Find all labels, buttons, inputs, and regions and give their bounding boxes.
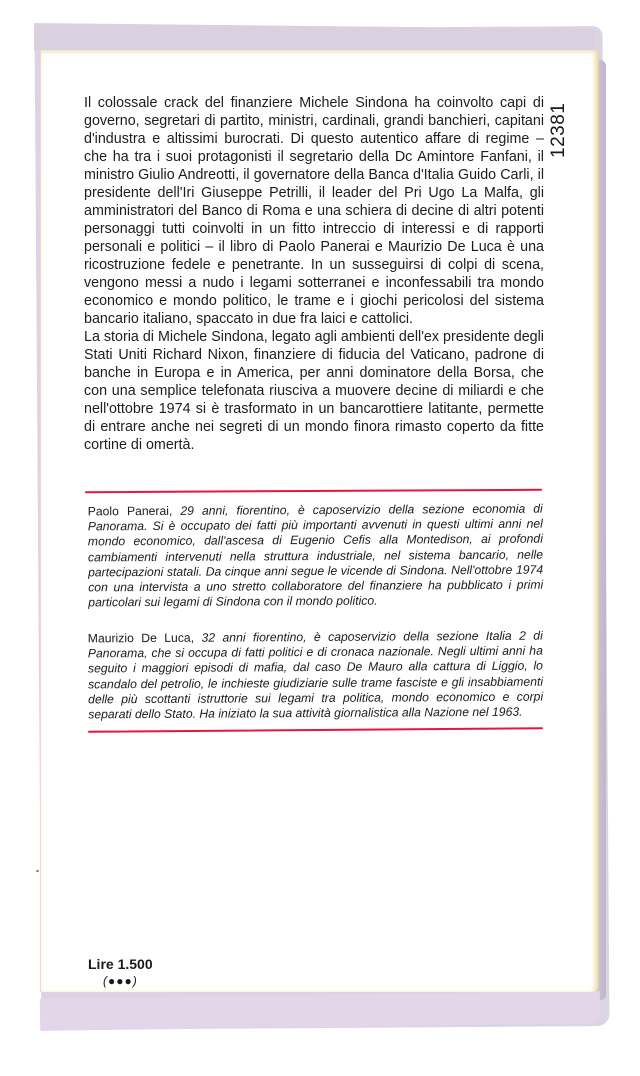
price-label: Lire 1.500 xyxy=(88,956,153,972)
blurb-text xyxy=(84,94,544,454)
author-name: Maurizio De Luca, xyxy=(87,630,195,646)
paper-speck xyxy=(36,870,39,872)
author-bio-panerai xyxy=(88,502,544,611)
blurb-paragraph: Il colossale crack del finanziere Michele Sindona ha coinvolto capi di governo, segretari di partito, ministri, cardinali, grandi banchieri, capitani d'industra e altissimi burocrati. Di questo autentico affare di regime – che ha tra i suoi protagonisti il segretario della Dc Amintore Fanfani, il ministro Giulio Andreotti, il governatore della Banca d'Italia Guido Carli, il presidente dell'Iri Giuseppe Petrilli, il leader del Pri Ugo La Malfa, gli amministratori del Banco di Roma e una schiera di decine di altri potenti personaggi tutti coinvolti in un fitto intreccio di interessi e di rapporti personali e politici – il libro di Paolo Panerai e Maurizio De Luca è una ricostruzione fedele e penetrante. In un susseguirsi di colpi di scena, vengono messi a nudo i legami sotterranei e inconfessabili tra mondo economico e mondo politico, le trame e i giochi pericolosi del sistema bancario italiano, spaccato in due fra laici e cattolici. xyxy=(84,95,544,327)
author-bio-de-luca xyxy=(88,629,544,723)
author-bio-text: 29 anni, fiorentino, è caposervizio della sezione economia di Panorama. Si è occupato dei fatti più importanti avvenuti in questi ultimi anni nel mondo economico, dall'ascesa di Eugenio Cefis alla Montedison, ai profondi cambiamenti intervenuti nella struttura industriale, nel sistema bancario, nelle partecipazioni statali. Da cinque anni segue le vicende di Sindona. Nell'ottobre 1974 con una intervista a uno stretto collaboratore del finanziere ha pubblicato i primi particolari sui legami di Sindona con il mondo politico. xyxy=(87,501,544,610)
price-code: (●●●) xyxy=(103,974,138,988)
blurb-paragraph: La storia di Michele Sindona, legato agli ambienti dell'ex presidente degli Stati Uniti Richard Nixon, finanziere di fiducia del Vaticano, padrone di banche in Europa e in America, per anni dominatore della Borsa, che con una semplice telefonata riusciva a muovere decine di miliardi e che nell'ottobre 1974 si è trasformato in un bancarottiere latitante, permette di entrare anche nei segreti di un mondo finora rimasto coperto da fitte cortine di omertà. xyxy=(84,329,544,453)
catalog-number: 12381 xyxy=(548,102,569,158)
author-name: Paolo Panerai, xyxy=(87,503,173,519)
author-bio-text: 32 anni fiorentino, è caposervizio della sezione Italia 2 di Panorama, che si occupa di fatti politici e di cronaca nazionale. Negli ultimi anni ha seguito i maggiori episodi di mafia, dal caso De Mauro alla cattura di Liggio, lo scandalo del petrolio, le inchieste giudiziarie sulle trame fasciste e gli insabbiamenti delle più scottanti istruttorie sui legami tra politica, mondo economico e corpi separati dello Stato. Ha iniziato la sua attività giornalistica alla Nazione nel 1963. xyxy=(87,628,544,722)
